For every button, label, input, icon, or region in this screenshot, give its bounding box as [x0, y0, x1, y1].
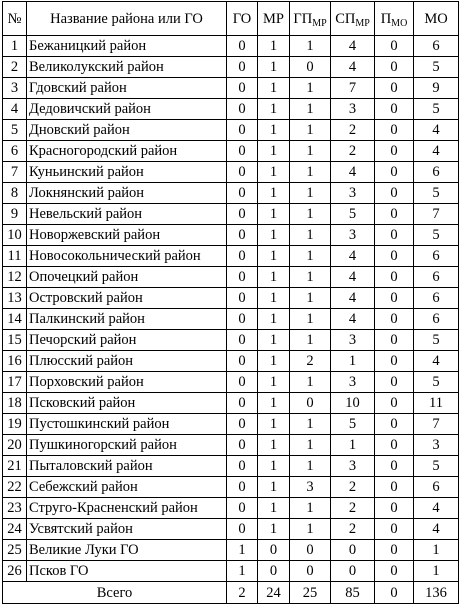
cell-index: 10 — [3, 225, 27, 246]
cell-p: 0 — [375, 393, 414, 414]
cell-p: 0 — [375, 414, 414, 435]
table-row — [3, 36, 459, 57]
cell-index: 7 — [3, 162, 27, 183]
cell-mr: 1 — [258, 204, 290, 225]
cell-go: 0 — [227, 498, 258, 519]
cell-index: 22 — [3, 477, 27, 498]
header-p-main: П — [380, 10, 392, 27]
total-gp: 25 — [290, 582, 331, 604]
cell-p: 0 — [375, 330, 414, 351]
cell-mo: 5 — [414, 456, 459, 477]
cell-gp: 1 — [290, 183, 331, 204]
cell-go: 0 — [227, 309, 258, 330]
cell-p: 0 — [375, 204, 414, 225]
cell-index: 25 — [3, 540, 27, 561]
cell-mr: 1 — [258, 435, 290, 456]
cell-index: 16 — [3, 351, 27, 372]
cell-go: 0 — [227, 78, 258, 99]
table-row — [3, 141, 459, 162]
cell-mr: 1 — [258, 183, 290, 204]
cell-mo: 1 — [414, 561, 459, 582]
cell-index: 21 — [3, 456, 27, 477]
cell-gp: 1 — [290, 288, 331, 309]
cell-sp: 2 — [331, 141, 375, 162]
cell-go: 0 — [227, 435, 258, 456]
cell-mo: 5 — [414, 99, 459, 120]
cell-name: Палкинский район — [27, 309, 227, 330]
header-go: ГО — [227, 2, 258, 36]
table-row — [3, 288, 459, 309]
header-name: Название района или ГО — [27, 2, 227, 36]
cell-mo: 7 — [414, 414, 459, 435]
cell-p: 0 — [375, 372, 414, 393]
cell-mo: 5 — [414, 183, 459, 204]
cell-name: Дновский район — [27, 120, 227, 141]
cell-mr: 0 — [258, 561, 290, 582]
cell-p: 0 — [375, 120, 414, 141]
cell-name: Пустошкинский район — [27, 414, 227, 435]
cell-mr: 1 — [258, 309, 290, 330]
cell-mr: 1 — [258, 141, 290, 162]
cell-mr: 1 — [258, 330, 290, 351]
cell-go: 0 — [227, 99, 258, 120]
cell-go: 0 — [227, 246, 258, 267]
cell-p: 0 — [375, 36, 414, 57]
table-row — [3, 456, 459, 477]
cell-gp: 1 — [290, 435, 331, 456]
cell-mr: 1 — [258, 99, 290, 120]
table-row — [3, 330, 459, 351]
cell-p: 0 — [375, 99, 414, 120]
cell-name: Новоржевский район — [27, 225, 227, 246]
cell-sp: 0 — [331, 561, 375, 582]
cell-name: Гдовский район — [27, 78, 227, 99]
cell-gp: 0 — [290, 393, 331, 414]
cell-index: 1 — [3, 36, 27, 57]
cell-go: 0 — [227, 456, 258, 477]
cell-name: Локнянский район — [27, 183, 227, 204]
cell-mr: 1 — [258, 57, 290, 78]
cell-sp: 2 — [331, 477, 375, 498]
cell-mo: 6 — [414, 36, 459, 57]
cell-sp: 1 — [331, 351, 375, 372]
table-row — [3, 120, 459, 141]
cell-sp: 4 — [331, 267, 375, 288]
cell-index: 2 — [3, 57, 27, 78]
cell-gp: 1 — [290, 204, 331, 225]
cell-go: 0 — [227, 204, 258, 225]
cell-mo: 6 — [414, 162, 459, 183]
cell-gp: 1 — [290, 162, 331, 183]
cell-gp: 1 — [290, 309, 331, 330]
cell-go: 1 — [227, 561, 258, 582]
table-row — [3, 267, 459, 288]
table-row — [3, 78, 459, 99]
cell-name: Усвятский район — [27, 519, 227, 540]
cell-name: Невельский район — [27, 204, 227, 225]
table-footer — [3, 582, 459, 604]
cell-mr: 1 — [258, 78, 290, 99]
cell-p: 0 — [375, 561, 414, 582]
cell-mr: 1 — [258, 393, 290, 414]
cell-gp: 2 — [290, 351, 331, 372]
cell-gp: 1 — [290, 456, 331, 477]
cell-mr: 0 — [258, 540, 290, 561]
cell-name: Великие Луки ГО — [27, 540, 227, 561]
cell-sp: 4 — [331, 162, 375, 183]
cell-gp: 1 — [290, 36, 331, 57]
cell-mo: 5 — [414, 330, 459, 351]
total-mr: 24 — [258, 582, 290, 604]
cell-go: 0 — [227, 288, 258, 309]
cell-sp: 2 — [331, 498, 375, 519]
cell-go: 0 — [227, 519, 258, 540]
total-sp: 85 — [331, 582, 375, 604]
header-sp-main: СП — [335, 10, 356, 27]
cell-gp: 1 — [290, 246, 331, 267]
cell-index: 9 — [3, 204, 27, 225]
header-gp-sub: МР — [312, 17, 327, 29]
cell-mo: 5 — [414, 225, 459, 246]
header-gp-main: ГП — [293, 10, 313, 27]
cell-sp: 10 — [331, 393, 375, 414]
cell-name: Плюсский район — [27, 351, 227, 372]
cell-gp: 1 — [290, 372, 331, 393]
cell-sp: 0 — [331, 540, 375, 561]
cell-index: 20 — [3, 435, 27, 456]
cell-p: 0 — [375, 183, 414, 204]
cell-go: 0 — [227, 267, 258, 288]
cell-p: 0 — [375, 288, 414, 309]
cell-sp: 3 — [331, 330, 375, 351]
table-row — [3, 414, 459, 435]
cell-go: 0 — [227, 141, 258, 162]
cell-index: 19 — [3, 414, 27, 435]
cell-go: 0 — [227, 120, 258, 141]
cell-name: Дедовичский район — [27, 99, 227, 120]
total-mo: 136 — [414, 582, 459, 604]
cell-mr: 1 — [258, 246, 290, 267]
cell-index: 5 — [3, 120, 27, 141]
cell-mo: 4 — [414, 141, 459, 162]
cell-gp: 1 — [290, 519, 331, 540]
cell-gp: 1 — [290, 225, 331, 246]
cell-gp: 1 — [290, 267, 331, 288]
cell-name: Пушкиногорский район — [27, 435, 227, 456]
cell-mo: 4 — [414, 519, 459, 540]
cell-sp: 4 — [331, 288, 375, 309]
cell-mo: 3 — [414, 435, 459, 456]
cell-p: 0 — [375, 351, 414, 372]
cell-go: 0 — [227, 162, 258, 183]
cell-mo: 6 — [414, 288, 459, 309]
table-row — [3, 519, 459, 540]
cell-mo: 6 — [414, 477, 459, 498]
cell-index: 3 — [3, 78, 27, 99]
municipalities-table — [2, 1, 459, 604]
cell-mo: 6 — [414, 267, 459, 288]
header-index: № — [3, 2, 27, 36]
cell-gp: 1 — [290, 78, 331, 99]
cell-p: 0 — [375, 267, 414, 288]
cell-sp: 3 — [331, 183, 375, 204]
table-row — [3, 246, 459, 267]
cell-p: 0 — [375, 456, 414, 477]
cell-mr: 1 — [258, 267, 290, 288]
cell-gp: 1 — [290, 330, 331, 351]
cell-name: Опочецкий район — [27, 267, 227, 288]
header-sp-sub: МР — [355, 17, 370, 29]
table-row — [3, 435, 459, 456]
total-go: 2 — [227, 582, 258, 604]
cell-mr: 1 — [258, 456, 290, 477]
cell-sp: 4 — [331, 36, 375, 57]
header-gp-mr — [290, 2, 331, 36]
table-row — [3, 162, 459, 183]
cell-gp: 1 — [290, 120, 331, 141]
cell-gp: 0 — [290, 57, 331, 78]
cell-mr: 1 — [258, 351, 290, 372]
cell-name: Порховский район — [27, 372, 227, 393]
header-sp-mr — [331, 2, 375, 36]
cell-p: 0 — [375, 519, 414, 540]
table-row — [3, 183, 459, 204]
cell-index: 11 — [3, 246, 27, 267]
cell-mr: 1 — [258, 498, 290, 519]
table-row — [3, 477, 459, 498]
cell-mo: 4 — [414, 498, 459, 519]
cell-p: 0 — [375, 141, 414, 162]
cell-sp: 4 — [331, 57, 375, 78]
cell-sp: 7 — [331, 78, 375, 99]
cell-gp: 0 — [290, 561, 331, 582]
cell-sp: 3 — [331, 225, 375, 246]
cell-p: 0 — [375, 540, 414, 561]
table-row — [3, 561, 459, 582]
table-body — [3, 36, 459, 582]
cell-go: 0 — [227, 330, 258, 351]
cell-name: Бежаницкий район — [27, 36, 227, 57]
cell-go: 0 — [227, 183, 258, 204]
cell-p: 0 — [375, 246, 414, 267]
cell-gp: 1 — [290, 99, 331, 120]
cell-index: 12 — [3, 267, 27, 288]
cell-name: Новосокольнический район — [27, 246, 227, 267]
cell-go: 0 — [227, 225, 258, 246]
cell-index: 15 — [3, 330, 27, 351]
cell-mo: 4 — [414, 351, 459, 372]
cell-mo: 9 — [414, 78, 459, 99]
cell-name: Пыталовский район — [27, 456, 227, 477]
cell-index: 26 — [3, 561, 27, 582]
cell-mo: 6 — [414, 246, 459, 267]
cell-name: Куньинский район — [27, 162, 227, 183]
cell-go: 0 — [227, 57, 258, 78]
cell-mr: 1 — [258, 519, 290, 540]
cell-sp: 4 — [331, 246, 375, 267]
cell-index: 23 — [3, 498, 27, 519]
cell-go: 0 — [227, 393, 258, 414]
cell-p: 0 — [375, 162, 414, 183]
cell-mr: 1 — [258, 162, 290, 183]
cell-sp: 5 — [331, 414, 375, 435]
cell-sp: 4 — [331, 309, 375, 330]
cell-go: 1 — [227, 540, 258, 561]
header-row — [3, 2, 459, 36]
total-p: 0 — [375, 582, 414, 604]
cell-mo: 7 — [414, 204, 459, 225]
table-header — [3, 2, 459, 36]
cell-sp: 2 — [331, 120, 375, 141]
cell-name: Псков ГО — [27, 561, 227, 582]
header-mo: МО — [414, 2, 459, 36]
cell-index: 14 — [3, 309, 27, 330]
cell-mo: 4 — [414, 120, 459, 141]
cell-mo: 5 — [414, 372, 459, 393]
cell-p: 0 — [375, 78, 414, 99]
cell-p: 0 — [375, 57, 414, 78]
table-row — [3, 309, 459, 330]
cell-sp: 2 — [331, 519, 375, 540]
cell-index: 13 — [3, 288, 27, 309]
table-row — [3, 99, 459, 120]
cell-index: 8 — [3, 183, 27, 204]
table-row — [3, 204, 459, 225]
cell-name: Струго-Красненский район — [27, 498, 227, 519]
cell-gp: 1 — [290, 498, 331, 519]
cell-p: 0 — [375, 225, 414, 246]
cell-mr: 1 — [258, 225, 290, 246]
cell-index: 6 — [3, 141, 27, 162]
table-row — [3, 57, 459, 78]
table-row — [3, 540, 459, 561]
cell-mo: 5 — [414, 57, 459, 78]
header-p-mo — [375, 2, 414, 36]
cell-gp: 1 — [290, 414, 331, 435]
cell-index: 17 — [3, 372, 27, 393]
cell-p: 0 — [375, 309, 414, 330]
total-row — [3, 582, 459, 604]
cell-mr: 1 — [258, 372, 290, 393]
cell-p: 0 — [375, 498, 414, 519]
table-row — [3, 372, 459, 393]
cell-gp: 1 — [290, 141, 331, 162]
cell-mr: 1 — [258, 414, 290, 435]
cell-name: Красногородский район — [27, 141, 227, 162]
cell-index: 4 — [3, 99, 27, 120]
cell-go: 0 — [227, 477, 258, 498]
cell-index: 24 — [3, 519, 27, 540]
cell-sp: 1 — [331, 435, 375, 456]
header-mr: МР — [258, 2, 290, 36]
table-row — [3, 351, 459, 372]
cell-sp: 5 — [331, 204, 375, 225]
table-row — [3, 393, 459, 414]
cell-p: 0 — [375, 435, 414, 456]
cell-mr: 1 — [258, 36, 290, 57]
cell-sp: 3 — [331, 99, 375, 120]
cell-gp: 3 — [290, 477, 331, 498]
cell-name: Великолукский район — [27, 57, 227, 78]
cell-go: 0 — [227, 36, 258, 57]
cell-mr: 1 — [258, 477, 290, 498]
table-row — [3, 498, 459, 519]
cell-mo: 1 — [414, 540, 459, 561]
cell-sp: 3 — [331, 456, 375, 477]
cell-p: 0 — [375, 477, 414, 498]
cell-mo: 6 — [414, 309, 459, 330]
cell-name: Печорский район — [27, 330, 227, 351]
cell-go: 0 — [227, 351, 258, 372]
cell-go: 0 — [227, 414, 258, 435]
cell-name: Себежский район — [27, 477, 227, 498]
header-p-sub: МО — [391, 17, 408, 29]
cell-sp: 3 — [331, 372, 375, 393]
table-row — [3, 225, 459, 246]
cell-mo: 11 — [414, 393, 459, 414]
total-label: Всего — [3, 582, 227, 604]
cell-gp: 0 — [290, 540, 331, 561]
cell-go: 0 — [227, 372, 258, 393]
cell-mr: 1 — [258, 288, 290, 309]
cell-name: Островский район — [27, 288, 227, 309]
cell-name: Псковский район — [27, 393, 227, 414]
cell-index: 18 — [3, 393, 27, 414]
cell-mr: 1 — [258, 120, 290, 141]
